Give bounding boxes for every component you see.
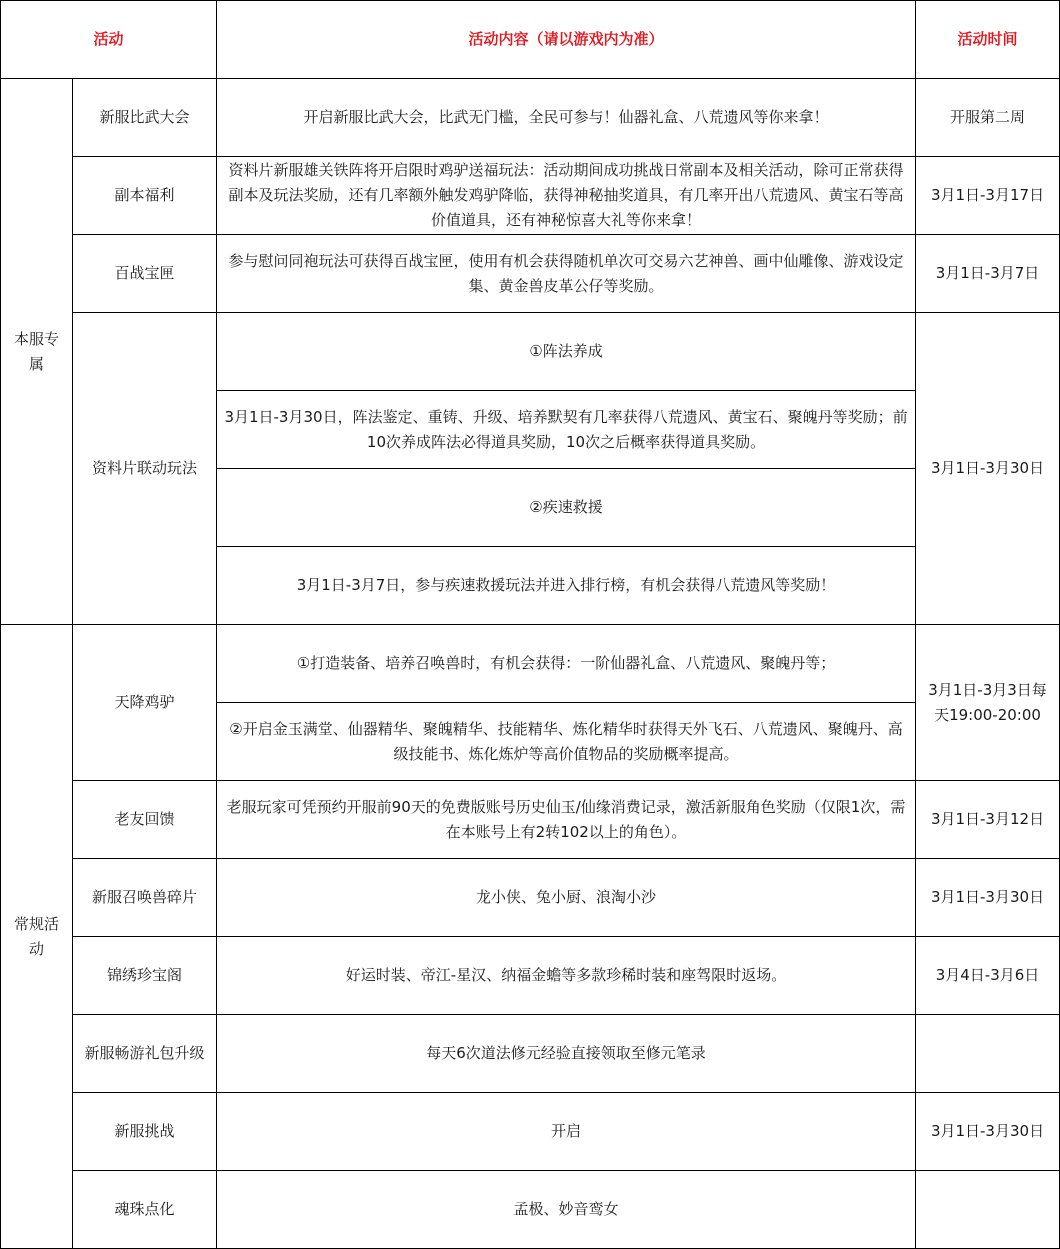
activity-content: 资料片新服雄关铁阵将开启限时鸡驴送福玩法：活动期间成功挑战日常副本及相关活动，除可正常获得副本及玩法奖励，还有几率额外触发鸡驴降临，获得神秘抽奖道具，有几率开出八荒遗风、黄宝石等高价值道具，还有神秘惊喜大礼等你来拿！ bbox=[217, 157, 916, 235]
activity-content: 开启 bbox=[217, 1093, 916, 1171]
activity-name: 新服比武大会 bbox=[73, 79, 217, 157]
header-time: 活动时间 bbox=[916, 1, 1060, 79]
activity-time: 3月1日-3月17日 bbox=[916, 157, 1060, 235]
table-row bbox=[1, 859, 1060, 937]
activity-name: 资料片联动玩法 bbox=[73, 313, 217, 625]
activity-time: 3月1日-3月30日 bbox=[916, 1093, 1060, 1171]
table-row bbox=[1, 781, 1060, 859]
sub-activity-content: 3月1日-3月30日，阵法鉴定、重铸、升级、培养默契有几率获得八荒遗风、黄宝石、聚魄丹等奖励；前10次养成阵法必得道具奖励，10次之后概率获得道具奖励。 bbox=[217, 391, 916, 469]
table-row bbox=[1, 1171, 1060, 1249]
activity-name: 百战宝匣 bbox=[73, 235, 217, 313]
table-row bbox=[1, 1015, 1060, 1093]
table-row bbox=[1, 625, 1060, 703]
activity-time: 3月4日-3月6日 bbox=[916, 937, 1060, 1015]
activity-time bbox=[916, 1171, 1060, 1249]
header-content: 活动内容（请以游戏内为准） bbox=[217, 1, 916, 79]
sub-activity-title: ②疾速救援 bbox=[217, 469, 916, 547]
table-row bbox=[1, 235, 1060, 313]
activity-name: 老友回馈 bbox=[73, 781, 217, 859]
activity-content: 龙小侠、兔小厨、浪淘小沙 bbox=[217, 859, 916, 937]
activity-name: 新服畅游礼包升级 bbox=[73, 1015, 217, 1093]
activity-name: 新服召唤兽碎片 bbox=[73, 859, 217, 937]
activity-content: 好运时装、帝江-星汉、纳福金蟾等多款珍稀时装和座驾限时返场。 bbox=[217, 937, 916, 1015]
group-label: 本服专属 bbox=[1, 79, 73, 625]
sub-activity-content: 3月1日-3月7日，参与疾速救援玩法并进入排行榜，有机会获得八荒遗风等奖励！ bbox=[217, 547, 916, 625]
table-row bbox=[1, 79, 1060, 157]
activity-time: 3月1日-3月30日 bbox=[916, 313, 1060, 625]
table-row bbox=[1, 1093, 1060, 1171]
activity-time: 3月1日-3月30日 bbox=[916, 859, 1060, 937]
sub-activity-content: ①打造装备、培养召唤兽时，有机会获得：一阶仙器礼盒、八荒遗风、聚魄丹等； bbox=[217, 625, 916, 703]
table-row bbox=[1, 937, 1060, 1015]
activity-name: 魂珠点化 bbox=[73, 1171, 217, 1249]
activity-name: 锦绣珍宝阁 bbox=[73, 937, 217, 1015]
header-activity: 活动 bbox=[1, 1, 217, 79]
sub-activity-title: ①阵法养成 bbox=[217, 313, 916, 391]
sub-activity-content: ②开启金玉满堂、仙器精华、聚魄精华、技能精华、炼化精华时获得天外飞石、八荒遗风、聚魄丹、高级技能书、炼化炼炉等高价值物品的奖励概率提高。 bbox=[217, 703, 916, 781]
header-row bbox=[1, 1, 1060, 79]
activity-time: 3月1日-3月3日每天19:00-20:00 bbox=[916, 625, 1060, 781]
activity-name: 新服挑战 bbox=[73, 1093, 217, 1171]
activity-time bbox=[916, 1015, 1060, 1093]
group-label: 常规活动 bbox=[1, 625, 73, 1249]
activity-time: 3月1日-3月12日 bbox=[916, 781, 1060, 859]
table-row bbox=[1, 313, 1060, 391]
activity-content: 每天6次道法修元经验直接领取至修元笔录 bbox=[217, 1015, 916, 1093]
activity-time: 开服第二周 bbox=[916, 79, 1060, 157]
activity-content: 孟极、妙音鸾女 bbox=[217, 1171, 916, 1249]
activity-content: 参与慰问同袍玩法可获得百战宝匣，使用有机会获得随机单次可交易六艺神兽、画中仙雕像、游戏设定集、黄金兽皮革公仔等奖励。 bbox=[217, 235, 916, 313]
activity-content: 开启新服比武大会，比武无门槛，全民可参与！仙器礼盒、八荒遗风等你来拿！ bbox=[217, 79, 916, 157]
activity-time: 3月1日-3月7日 bbox=[916, 235, 1060, 313]
activity-name: 副本福利 bbox=[73, 157, 217, 235]
table-row bbox=[1, 157, 1060, 235]
activity-content: 老服玩家可凭预约开服前90天的免费版账号历史仙玉/仙缘消费记录，激活新服角色奖励（仅限1次，需在本账号上有2转102以上的角色）。 bbox=[217, 781, 916, 859]
activity-name: 天降鸡驴 bbox=[73, 625, 217, 781]
